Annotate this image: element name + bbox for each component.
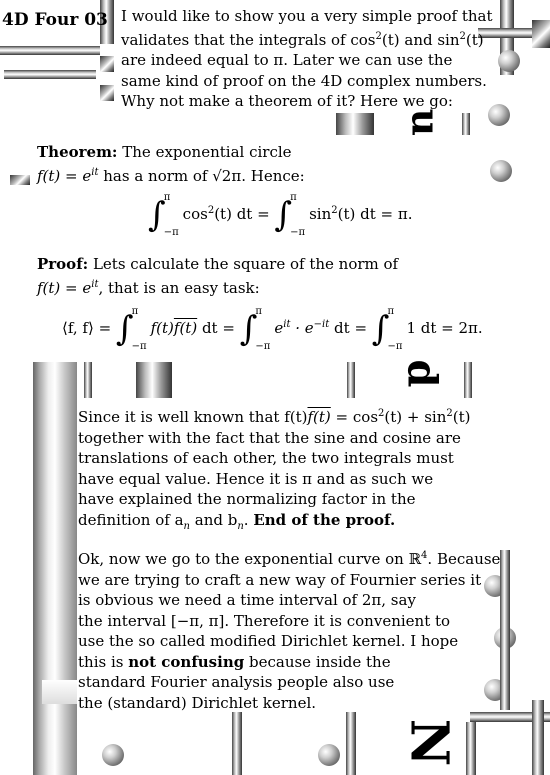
column-notch [42, 680, 77, 704]
para3-line-6: this is not confusing because inside the [78, 652, 391, 671]
letter-d-glyph: d [398, 359, 446, 388]
bead-7 [102, 744, 124, 766]
para3-line-7: standard Fourier analysis people also use [78, 673, 395, 691]
intro-line-2: validates that the integrals of $\cos^2(t)$ and $\sin^2(t)$ [121, 30, 484, 49]
proof-line-2: $f(t) = e^{it}$, that is an easy task: [37, 278, 260, 297]
bead-8 [318, 744, 340, 766]
frame-bar-top-1 [0, 46, 100, 55]
frame-block-2 [100, 85, 114, 101]
para2-line-1: Since it is well known that $f(t)f(t) = \cos^2(t) + \sin^2(t)$ [78, 408, 471, 426]
strip-7 [232, 712, 242, 775]
letter-n-glyph: N [398, 718, 460, 767]
end-of-proof: End of the proof. [253, 510, 396, 529]
letter-u-glyph: u [403, 108, 449, 137]
para3-line-2: we are trying to craft a new way of Fournier series it [78, 570, 482, 589]
theorem-block [37, 142, 305, 186]
intro-line-5: Why not make a theorem of it? Here we go: [121, 92, 453, 110]
theorem-equation: ∫ π −π $\cos^2(t)$ dt = ∫ π −π $\sin^2(t)$ dt = π. [148, 192, 413, 238]
intro-line-1: I would like to show you a very simple proof that [121, 7, 493, 25]
para2-line-6: definition of $a_n$ and $b_n$. End of the proof. [78, 510, 396, 532]
right-block-top [532, 20, 550, 48]
theorem-line-1: Theorem: The exponential circle [37, 143, 292, 161]
para2-line-4: have equal value. Hence it is π and as such we [78, 469, 434, 488]
frame-block-3 [10, 175, 30, 185]
para3-line-5: use the so called modified Dirichlet kernel. I hope [78, 632, 459, 650]
strip-8 [346, 712, 356, 775]
strip-9 [466, 722, 476, 775]
right-bar-bottom [500, 550, 510, 710]
para2-line-3: translations of each other, the two integrals must [78, 449, 454, 467]
page-title: 4D Four 03 [2, 10, 108, 30]
proof-block [37, 254, 398, 298]
frame-block-1 [100, 56, 114, 72]
para3-line-3: is obvious we need a time interval of 2π, say [78, 591, 416, 609]
strip-6 [464, 362, 472, 398]
intro-line-3: are indeed equal to π. Later we can use the [121, 51, 453, 69]
not-confusing-emphasis: not confusing [128, 652, 245, 671]
bead-3 [490, 160, 512, 182]
right-bar-bottom-2 [532, 700, 544, 775]
paragraph-3 [78, 546, 500, 713]
proof-line-1: Proof: Lets calculate the square of the norm of [37, 255, 399, 273]
strip-1 [336, 113, 374, 135]
theorem-line-2: $f(t) = e^{it}$ has a norm of √2π. Hence: [37, 166, 305, 185]
para2-line-5: have explained the normalizing factor in the [78, 490, 416, 508]
strip-5 [347, 362, 355, 398]
para3-line-4: the interval [−π, π]. Therefore it is convenient to [78, 611, 451, 630]
big-column [33, 362, 77, 775]
para3-line-8: the (standard) Dirichlet kernel. [78, 693, 317, 712]
intro-paragraph [121, 6, 493, 112]
intro-line-4: same kind of proof on the 4D complex numbers. [121, 71, 487, 90]
bead-1 [498, 50, 520, 72]
proof-equation: ⟨f, f⟩ = ∫ π −π f(t)f(t) dt = ∫ π −π $e^{it} \cdot e^{-it}$ dt = ∫ π −π 1 dt = 2π. [62, 306, 483, 352]
strip-2 [462, 113, 470, 135]
strip-4 [136, 362, 172, 398]
frame-bar-top-2 [4, 70, 96, 79]
strip-3 [84, 362, 92, 398]
para2-line-2: together with the fact that the sine and cosine are [78, 428, 461, 447]
theorem-label: Theorem: [37, 143, 118, 161]
paragraph-2 [78, 404, 471, 537]
para3-line-1: Ok, now we go to the exponential curve on ℝ$^4$. Because [78, 550, 501, 568]
proof-label: Proof: [37, 255, 89, 273]
